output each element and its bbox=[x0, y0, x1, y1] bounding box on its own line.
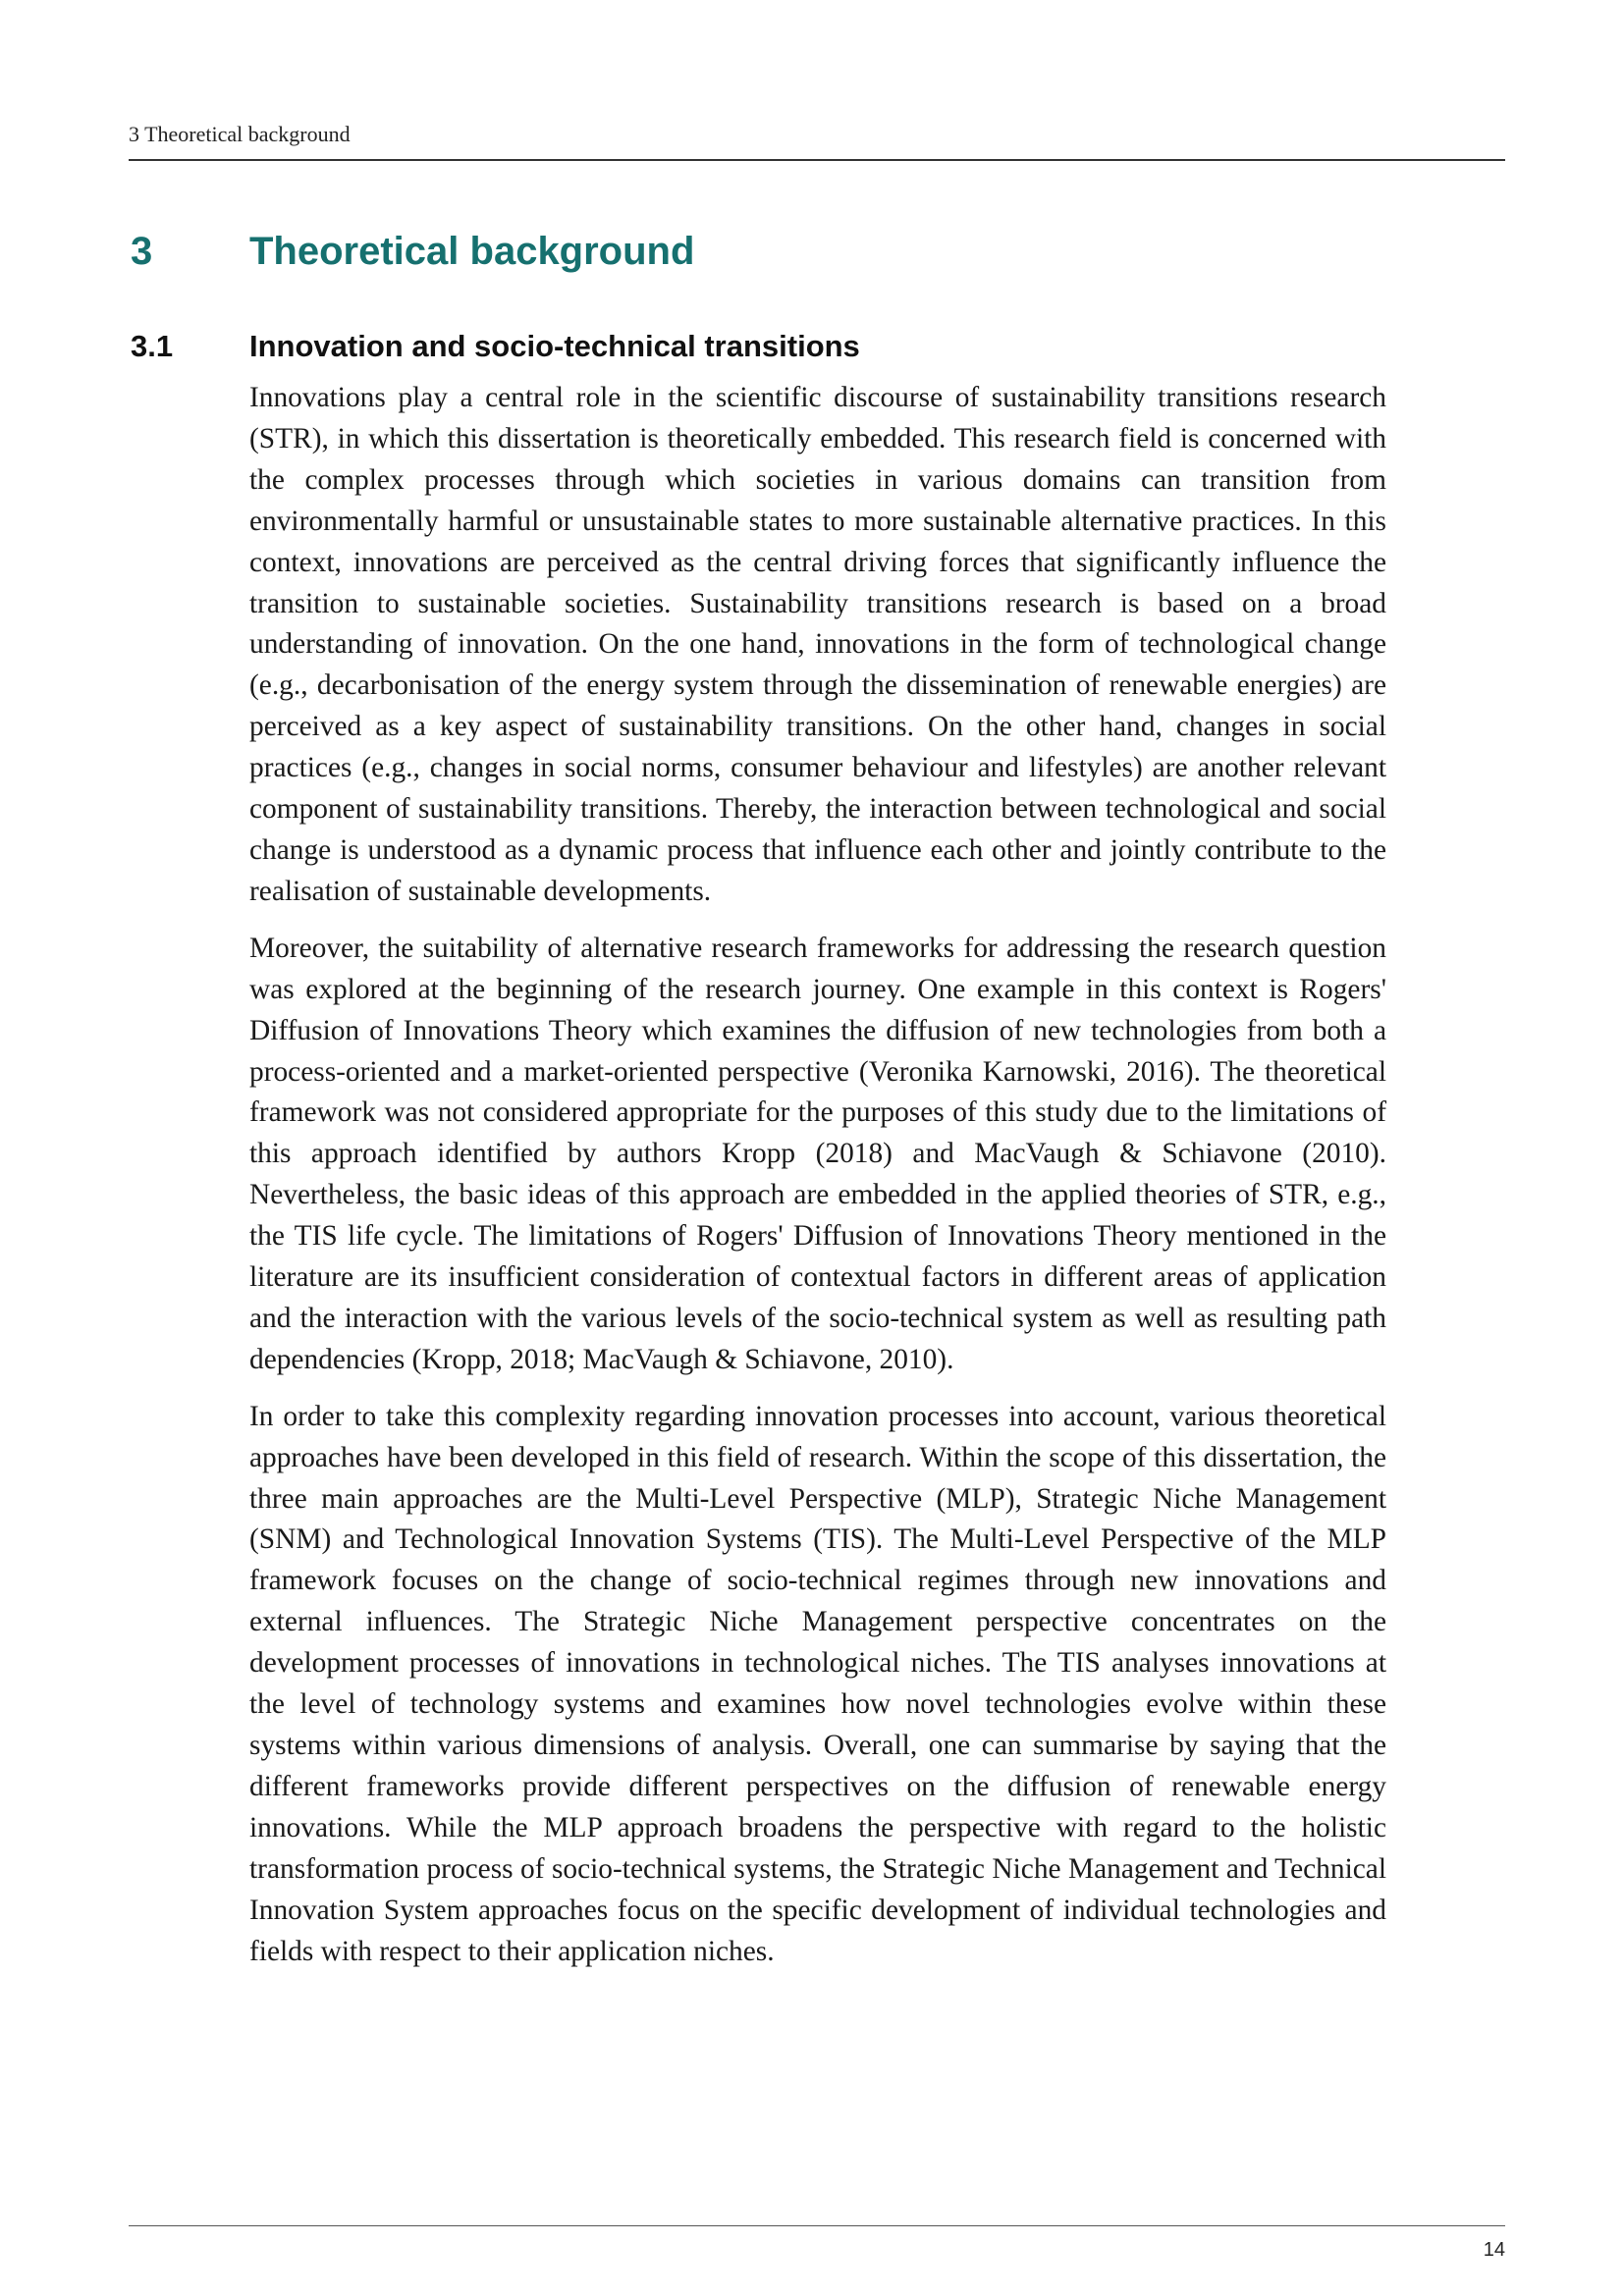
chapter-title: Theoretical background bbox=[249, 230, 695, 273]
paragraph-2: Moreover, the suitability of alternative research frameworks for addressing the research question was explored at the beginning of the research journey. One example in this context is Rogers' Diffusion of Innovations Theory which examines the diffusion of new technologies from both a process-oriented and a market-oriented perspective (Veronika Karnowski, 2016). The theoretical framework was not considered appropriate for the purposes of this study due to the limitations of this approach identified by authors Kropp (2018) and MacVaugh & Schiavone (2010). Nevertheless, the basic ideas of this approach are embedded in the applied theories of STR, e.g., the TIS life cycle. The limitations of Rogers' Diffusion of Innovations Theory mentioned in the literature are its insufficient consideration of contextual factors in different areas of application and the interaction with the various levels of the socio-technical system as well as resulting path dependencies (Kropp, 2018; MacVaugh & Schiavone, 2010). bbox=[249, 932, 1386, 1375]
running-header: 3 Theoretical background bbox=[129, 122, 351, 146]
section-number: 3.1 bbox=[131, 329, 174, 363]
footer-divider bbox=[129, 2225, 1505, 2226]
header-divider bbox=[129, 159, 1505, 161]
page-number: 14 bbox=[1483, 2239, 1505, 2261]
body-text bbox=[249, 378, 1386, 1988]
chapter-number: 3 bbox=[131, 230, 153, 273]
paragraph-3: In order to take this complexity regarding innovation processes into account, various theoretical approaches have been developed in this field of research. Within the scope of this dissertation, the three main approaches are the Multi-Level Perspective (MLP), Strategic Niche Management (SNM) and Technological Innovation Systems (TIS). The Multi-Level Perspective of the MLP framework focuses on the change of socio-technical regimes through new innovations and external influences. The Strategic Niche Management perspective concentrates on the development processes of innovations in technological niches. The TIS analyses innovations at the level of technology systems and examines how novel technologies evolve within these systems within various dimensions of analysis. Overall, one can summarise by saying that the different frameworks provide different perspectives on the diffusion of renewable energy innovations. While the MLP approach broadens the perspective with regard to the holistic transformation process of socio-technical systems, the Strategic Niche Management and Technical Innovation System approaches focus on the specific development of individual technologies and fields with respect to their application niches. bbox=[249, 1400, 1386, 1967]
section-title: Innovation and socio-technical transitions bbox=[249, 329, 860, 363]
chapter-heading bbox=[131, 230, 694, 274]
section-heading bbox=[131, 329, 860, 364]
paragraph-1: Innovations play a central role in the scientific discourse of sustainability transitions research (STR), in which this dissertation is theoretically embedded. This research field is concerned with the complex processes through which societies in various domains can transition from environmentally harmful or unsustainable states to more sustainable alternative practices. In this context, innovations are perceived as the central driving forces that significantly influence the transition to sustainable societies. Sustainability transitions research is based on a broad understanding of innovation. On the one hand, innovations in the form of technological change (e.g., decarbonisation of the energy system through the dissemination of renewable energies) are perceived as a key aspect of sustainability transitions. On the other hand, changes in social practices (e.g., changes in social norms, consumer behaviour and lifestyles) are another relevant component of sustainability transitions. Thereby, the interaction between technological and social change is understood as a dynamic process that influence each other and jointly contribute to the realisation of sustainable developments. bbox=[249, 382, 1386, 907]
